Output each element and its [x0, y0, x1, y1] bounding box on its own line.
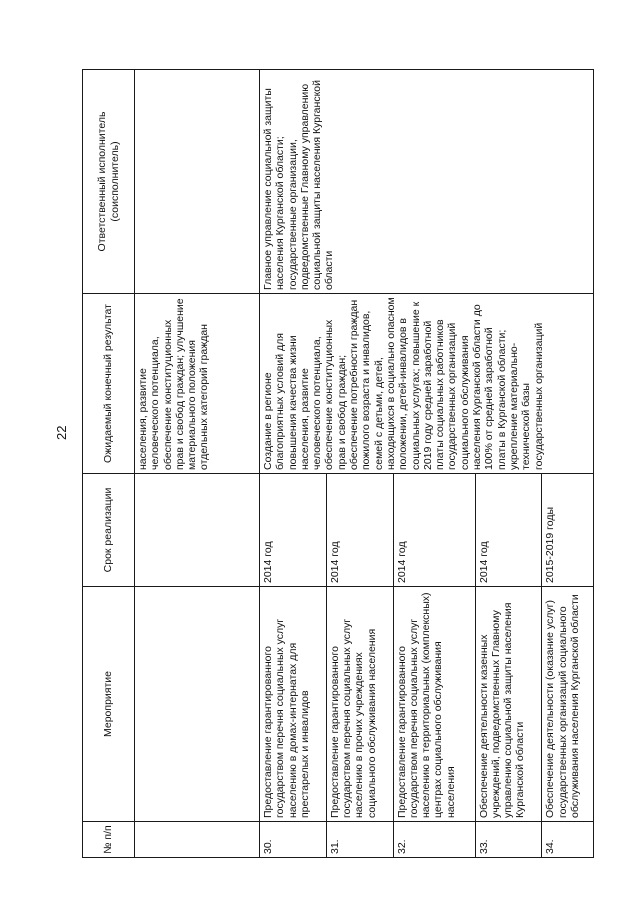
cont-term: [135, 474, 260, 587]
row-term: 2014 год: [326, 474, 393, 587]
cont-executor: [135, 70, 260, 294]
header-num: № п/п: [83, 822, 135, 858]
row-event: Предоставление гарантированного государством перечня социальных услуг населению в прочих учреждениях социального обслуживания населения: [326, 587, 393, 822]
row-num: 30.: [260, 822, 327, 858]
table-row: [260, 70, 327, 858]
row-term: 2015-2019 годы: [542, 474, 594, 587]
header-executor: Ответственный исполнитель (соисполнитель): [83, 70, 135, 294]
row-num: 32.: [393, 822, 475, 858]
header-result: Ожидаемый конечный результат: [83, 294, 135, 474]
cont-num: [135, 822, 260, 858]
row-event: Обеспечение деятельности казенных учреждений, подведомственных Главному управлению социальной защиты населения Курганской области: [475, 587, 542, 822]
header-event: Мероприятие: [83, 587, 135, 822]
header-term: Срок реализации: [83, 474, 135, 587]
row-num: 31.: [326, 822, 393, 858]
measures-table: [82, 69, 594, 858]
cont-result: населения, развитие человеческого потенциала, обеспечение конституционных прав и свобод граждан; улучшение материального положения отдельных категорий граждан: [135, 294, 260, 474]
row-term: 2014 год: [260, 474, 327, 587]
row-event: Предоставление гарантированного государством перечня социальных услуг населению в домах-интернатах для престарелых и инвалидов: [260, 587, 327, 822]
page-number: 22: [54, 425, 69, 440]
table-header-row: [83, 70, 135, 858]
row-event: Обеспечение деятельности (оказание услуг) государственных организаций социального обслуживания населения Курганской области: [542, 587, 594, 822]
shared-result: Создание в регионе благоприятных условий для повышения качества жизни населения, развитие человеческого потенциала, обеспечение конституционных прав и свобод граждан; обеспечение потребности граждан пожилого возраста и инвалидов, семей с детьми, детей, находящихся в социально опасном положении, детей-инвалидов в социальных услугах; повышение к 2019 году средней заработной платы социальных работников государственных организаций социального обслуживания населения Курганской области до 100% от средней заработной платы в Курганской области; укрепление материально-технической базы государственных организаций: [260, 294, 594, 474]
continuation-row: [135, 70, 260, 858]
row-num: 34.: [542, 822, 594, 858]
row-term: 2014 год: [393, 474, 475, 587]
row-num: 33.: [475, 822, 542, 858]
row-term: 2014 год: [475, 474, 542, 587]
row-event: Предоставление гарантированного государством перечня социальных услуг населению в территориальных (комплексных) центрах социального обслуживания населения: [393, 587, 475, 822]
cont-event: [135, 587, 260, 822]
rotated-table-frame: [82, 70, 594, 858]
shared-executor: Главное управление социальной защиты населения Курганской области; государственные организации, подведомственные Главному управлению социальной защиты населения Курганской области: [260, 70, 594, 294]
